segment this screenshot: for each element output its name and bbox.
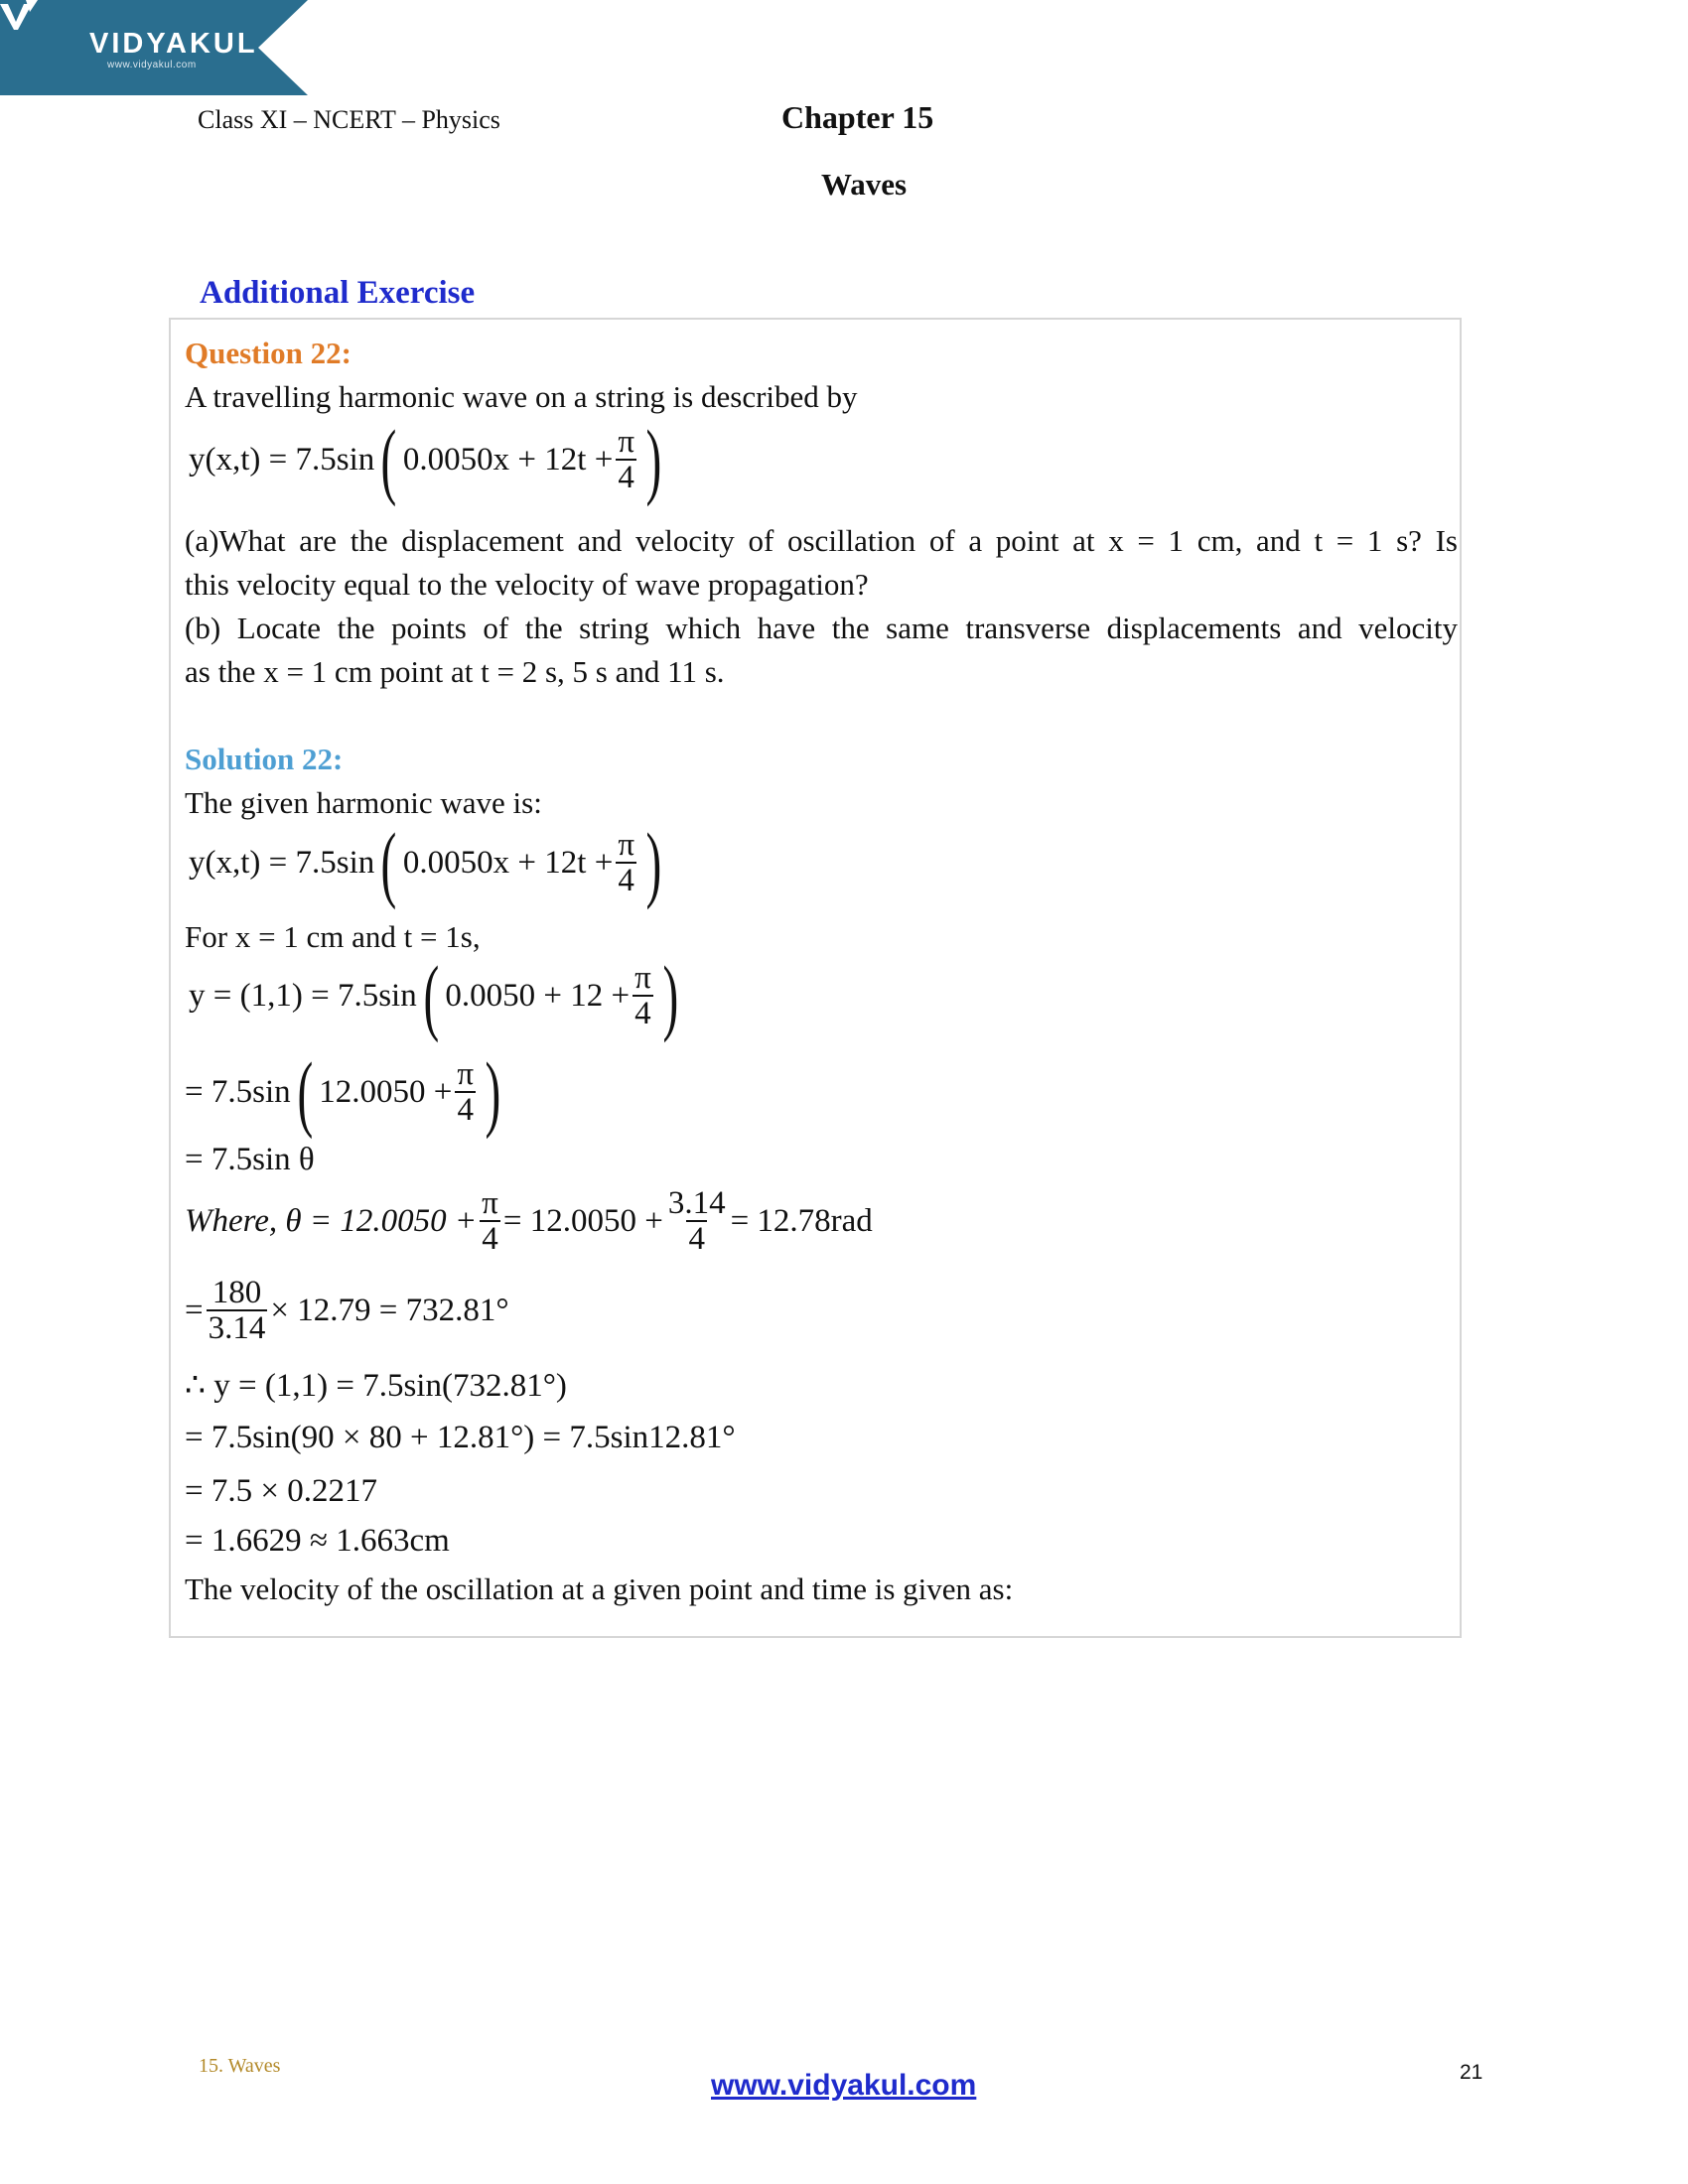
solution-closing-line: The velocity of the oscillation at a given point and time is given as: — [185, 1571, 1014, 1606]
solution-equation-therefore: ∴ y = (1,1) = 7.5sin(732.81°) — [185, 1368, 567, 1404]
question-part-a-line2: this velocity equal to the velocity of wave propagation? — [185, 567, 869, 602]
fraction-numerator: π — [482, 1185, 498, 1221]
left-paren: ( — [380, 815, 397, 910]
solution-equation-degrees — [185, 1276, 509, 1345]
fraction-denominator: 3.14 — [208, 1310, 266, 1346]
solution-equation-theta: = 7.5sin θ — [185, 1142, 315, 1177]
footer-chapter-label: 15. Waves — [199, 2055, 281, 2077]
equation-argument: 0.0050 + 12 + — [445, 977, 631, 1014]
question-wave-equation — [189, 412, 668, 507]
solution-wave-equation — [189, 815, 668, 910]
3-14-over-4-fraction — [666, 1186, 728, 1256]
logo-url-text: www.vidyakul.com — [107, 60, 197, 70]
equation-argument: 0.0050x + 12t + — [402, 844, 614, 881]
solution-equation-reduce-angle: = 7.5sin(90 × 80 + 12.81°) = 7.5sin12.81° — [185, 1420, 736, 1455]
fraction-numerator: π — [457, 1056, 475, 1092]
left-paren: ( — [423, 948, 439, 1043]
left-paren: ( — [297, 1044, 313, 1140]
equation-part: = 12.78rad — [730, 1202, 873, 1239]
pi-over-4-fraction — [616, 828, 636, 897]
solution-equation-product: = 7.5 × 0.2217 — [185, 1473, 377, 1509]
equation-lhs: y(x,t) = 7.5sin — [189, 441, 375, 478]
equation-part: Where, θ = 12.0050 + — [185, 1202, 478, 1239]
class-label: Class XI – NCERT – Physics — [198, 105, 500, 134]
question-heading: Question 22: — [185, 336, 352, 370]
solution-equation-y11 — [189, 948, 684, 1043]
right-paren: ) — [485, 1044, 501, 1140]
solution-equation-result: = 1.6629 ≈ 1.663cm — [185, 1523, 450, 1559]
chapter-title: Waves — [821, 167, 908, 202]
solution-substitution-line: For x = 1 cm and t = 1s, — [185, 919, 481, 954]
equation-argument: 12.0050 + — [319, 1073, 453, 1110]
pi-over-4-fraction — [480, 1186, 500, 1256]
question-part-a-line1: (a)What are the displacement and velocity of oscillation of a point at x = 1 cm, and t = 1 s? Is — [185, 523, 1458, 558]
pi-over-4-fraction — [455, 1057, 476, 1127]
fraction-numerator: 180 — [211, 1275, 262, 1310]
solution-heading: Solution 22: — [185, 742, 344, 776]
fraction-denominator: 4 — [688, 1221, 705, 1257]
fraction-numerator: π — [634, 960, 651, 996]
fraction-denominator: 4 — [457, 1092, 474, 1128]
equation-part: = — [185, 1292, 204, 1328]
question-intro: A travelling harmonic wave on a string is described by — [185, 379, 858, 414]
solution-equation-theta-value — [185, 1186, 873, 1256]
right-paren: ) — [645, 412, 662, 507]
question-part-b-line1: (b) Locate the points of the string which have the same transverse displacements and velocity — [185, 611, 1458, 645]
section-title: Additional Exercise — [200, 275, 476, 311]
fraction-numerator: π — [618, 827, 634, 863]
chapter-heading: Chapter 15 — [781, 99, 934, 135]
pi-over-4-fraction — [633, 961, 653, 1030]
right-paren: ) — [662, 948, 678, 1043]
equation-lhs: y = (1,1) = 7.5sin — [189, 977, 417, 1014]
vidyakul-logo-icon — [0, 0, 40, 30]
fraction-denominator: 4 — [618, 863, 634, 898]
solution-equation-simplified — [185, 1044, 507, 1140]
equation-argument: 0.0050x + 12t + — [402, 441, 614, 478]
vidyakul-logo-banner — [0, 0, 308, 95]
fraction-denominator: 4 — [482, 1221, 498, 1257]
180-over-3-14-fraction — [207, 1276, 268, 1345]
equation-lhs: y(x,t) = 7.5sin — [189, 844, 375, 881]
footer-website-link[interactable]: www.vidyakul.com — [711, 2069, 977, 2102]
solution-intro: The given harmonic wave is: — [185, 785, 542, 820]
equation-part: × 12.79 = 732.81° — [270, 1292, 509, 1328]
right-paren: ) — [645, 815, 662, 910]
page-number: 21 — [1460, 2061, 1483, 2084]
fraction-numerator: π — [618, 424, 634, 460]
fraction-numerator: 3.14 — [667, 1185, 726, 1221]
fraction-denominator: 4 — [634, 996, 651, 1031]
equation-part: = 12.0050 + — [502, 1202, 663, 1239]
fraction-denominator: 4 — [618, 460, 634, 495]
logo-brand-text: VIDYAKUL — [89, 28, 258, 60]
pi-over-4-fraction — [616, 425, 636, 494]
left-paren: ( — [380, 412, 397, 507]
equation-lhs: = 7.5sin — [185, 1073, 291, 1110]
question-part-b-line2: as the x = 1 cm point at t = 2 s, 5 s and 11 s. — [185, 654, 725, 689]
